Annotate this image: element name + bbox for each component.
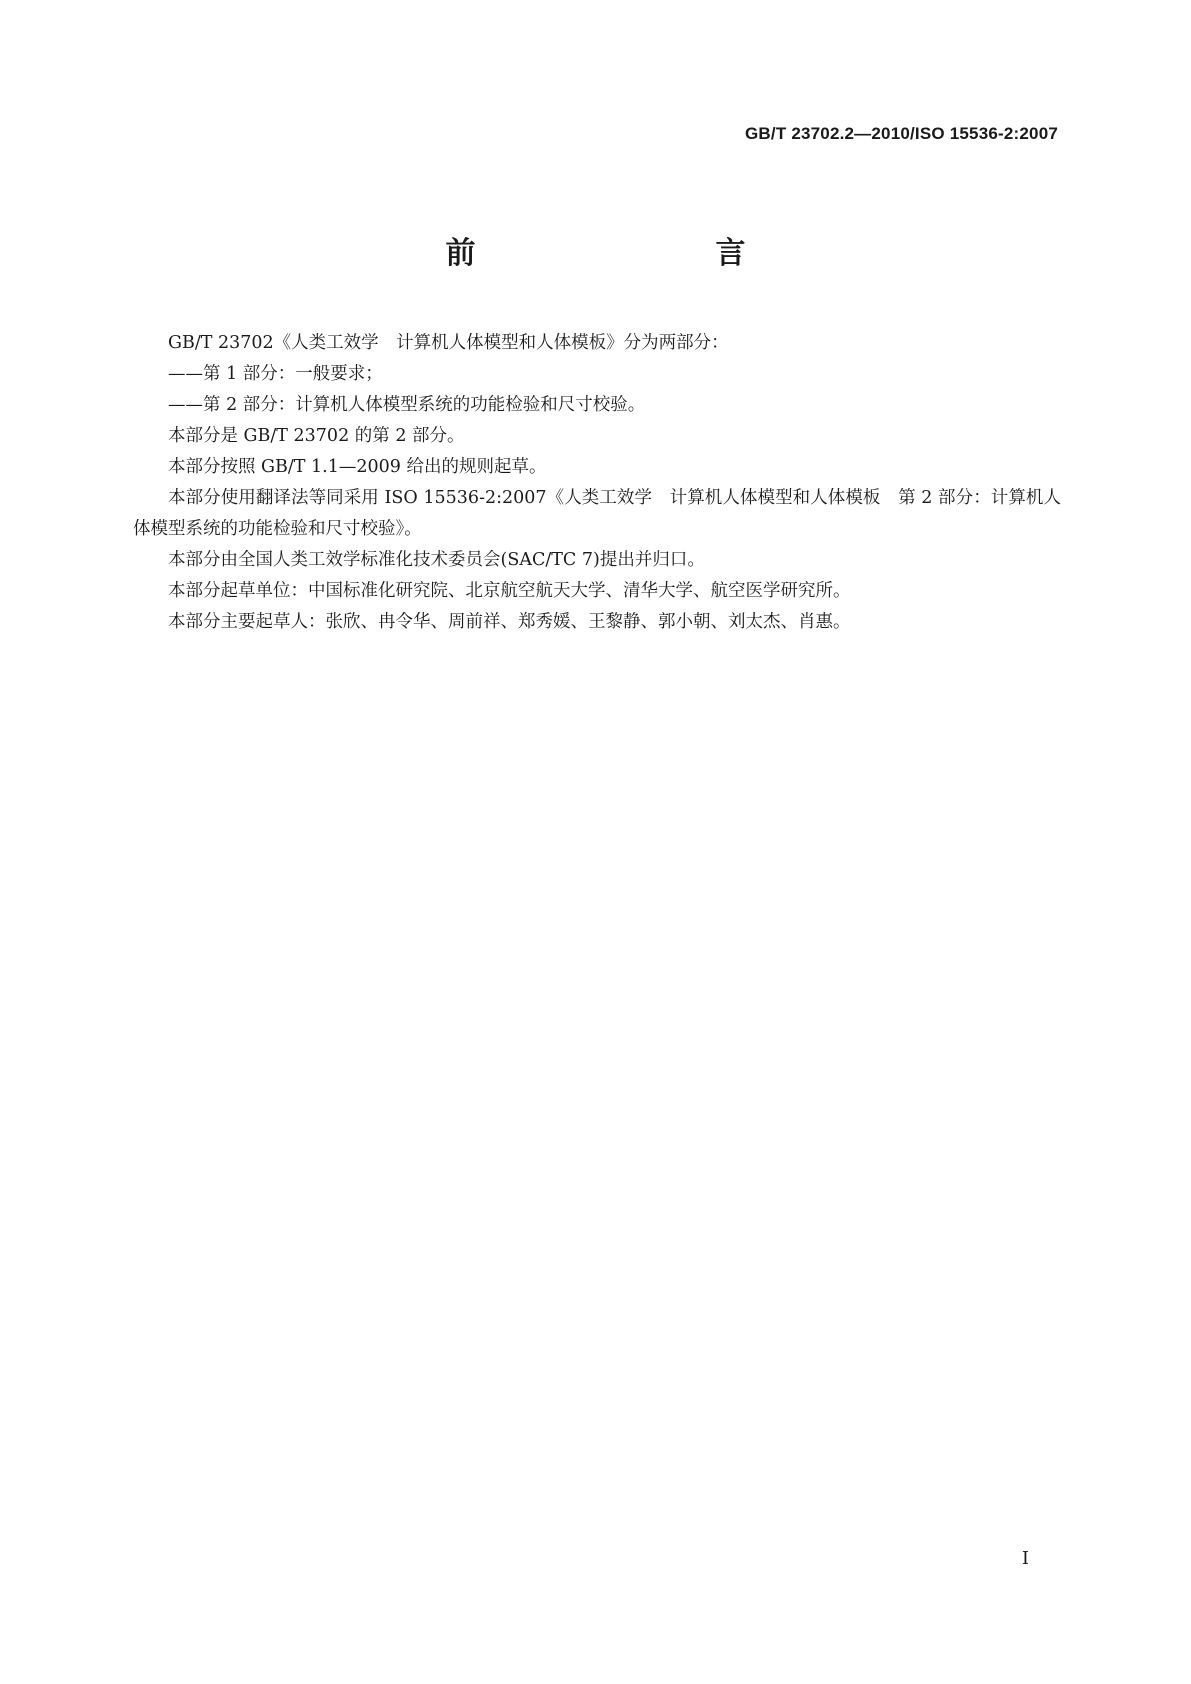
- foreword-body: [133, 328, 1061, 638]
- paragraph-part-2: ——第 2 部分：计算机人体模型系统的功能检验和尺寸校验。: [168, 395, 646, 415]
- paragraph-part-1: ——第 1 部分：一般要求；: [168, 364, 383, 384]
- paragraph-proposed-by: 本部分由全国人类工效学标准化技术委员会(SAC/TC 7)提出并归口。: [168, 550, 705, 570]
- paragraph-drafters: 本部分主要起草人：张欣、冉令华、周前祥、郑秀媛、王黎静、郭小朝、刘太杰、肖惠。: [168, 612, 851, 632]
- paragraph-this-part: 本部分是 GB/T 23702 的第 2 部分。: [168, 426, 465, 446]
- paragraph-adoption: 本部分使用翻译法等同采用 ISO 15536-2:2007《人类工效学 计算机人体模型和人体模板 第 2 部分：计算机人体模型系统的功能检验和尺寸校验》。: [133, 488, 1061, 539]
- page-title: 前 言: [445, 236, 806, 271]
- paragraph-drafting-rules: 本部分按照 GB/T 1.1—2009 给出的规则起草。: [168, 457, 547, 477]
- standard-code-header: GB/T 23702.2—2010/ISO 15536-2:2007: [745, 124, 1058, 143]
- paragraph-drafting-units: 本部分起草单位：中国标准化研究院、北京航空航天大学、清华大学、航空医学研究所。: [168, 581, 851, 601]
- page-number: I: [1021, 1548, 1029, 1569]
- paragraph-parts-intro: GB/T 23702《人类工效学 计算机人体模型和人体模板》分为两部分：: [168, 333, 729, 353]
